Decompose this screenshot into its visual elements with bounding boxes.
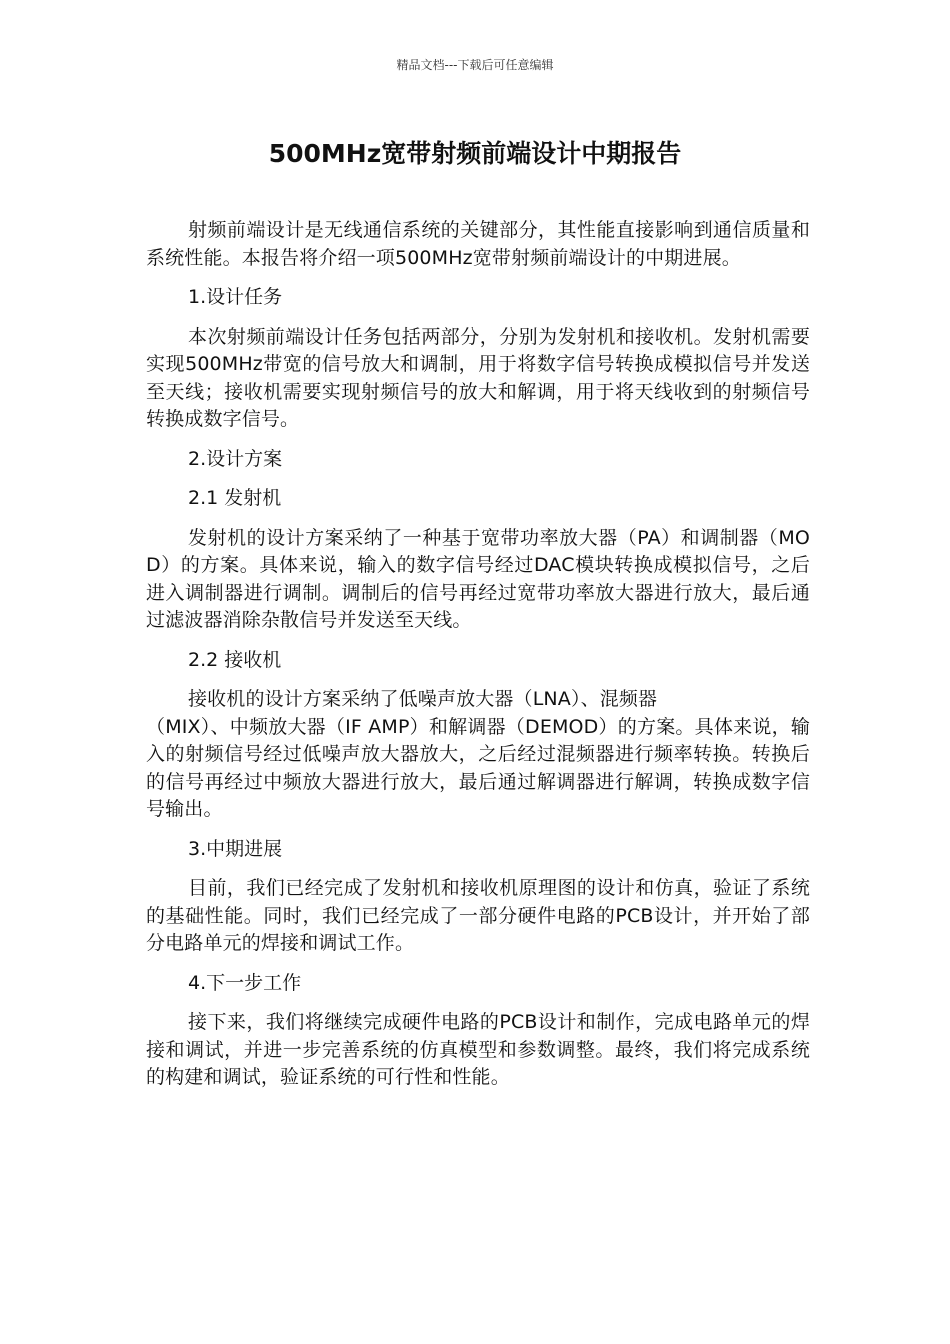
section-heading-progress: 3.中期进展 <box>188 837 283 860</box>
document-body <box>146 217 810 1104</box>
page-header-watermark: 精品文档---下载后可任意编辑 <box>396 58 554 72</box>
section-heading-next-steps: 4.下一步工作 <box>188 971 302 994</box>
receiver-paragraph-body: （MIX）、中频放大器（IF AMP）和解调器（DEMOD）的方案。具体来说，输入的射频信号经过低噪声放大器放大，之后经过混频器进行频率转换。转换后的信号再经过中频放大器进行放大，最后通过解调器进行解调，转换成数字信号输出。 <box>146 715 810 820</box>
receiver-paragraph-line1: 接收机的设计方案采纳了低噪声放大器（LNA）、混频器 <box>188 688 658 710</box>
section-heading-design-scheme: 2.设计方案 <box>188 447 283 470</box>
section-heading-design-task: 1.设计任务 <box>188 286 283 308</box>
next-steps-paragraph: 接下来，我们将继续完成硬件电路的PCB设计和制作，完成电路单元的焊接和调试，并进一步完善系统的仿真模型和参数调整。最终，我们将完成系统的构建和调试，验证系统的可行性和性能。 <box>146 1011 810 1088</box>
document-title: 500MHz宽带射频前端设计中期报告 <box>268 139 682 168</box>
design-task-paragraph: 本次射频前端设计任务包括两部分，分别为发射机和接收机。发射机需要实现500MHz带宽的信号放大和调制，用于将数字信号转换成模拟信号并发送至天线；接收机需要实现射频信号的放大和解调，用于将天线收到的射频信号转换成数字信号。 <box>146 325 810 430</box>
transmitter-paragraph: 发射机的设计方案采纳了一种基于宽带功率放大器（PA）和调制器（MOD）的方案。具体来说，输入的数字信号经过DAC模块转换成模拟信号，之后进入调制器进行调制。调制后的信号再经过宽带功率放大器进行放大，最后通过滤波器消除杂散信号并发送至天线。 <box>146 526 810 631</box>
receiver-paragraph <box>146 686 810 824</box>
progress-paragraph: 目前，我们已经完成了发射机和接收机原理图的设计和仿真，验证了系统的基础性能。同时，我们已经完成了一部分硬件电路的PCB设计，并开始了部分电路单元的焊接和调试工作。 <box>146 877 810 954</box>
intro-paragraph: 射频前端设计是无线通信系统的关键部分，其性能直接影响到通信质量和系统性能。本报告将介绍一项500MHz宽带射频前端设计的中期进展。 <box>146 219 810 269</box>
subsection-heading-transmitter: 2.1 发射机 <box>188 487 282 509</box>
subsection-heading-receiver: 2.2 接收机 <box>188 648 282 671</box>
